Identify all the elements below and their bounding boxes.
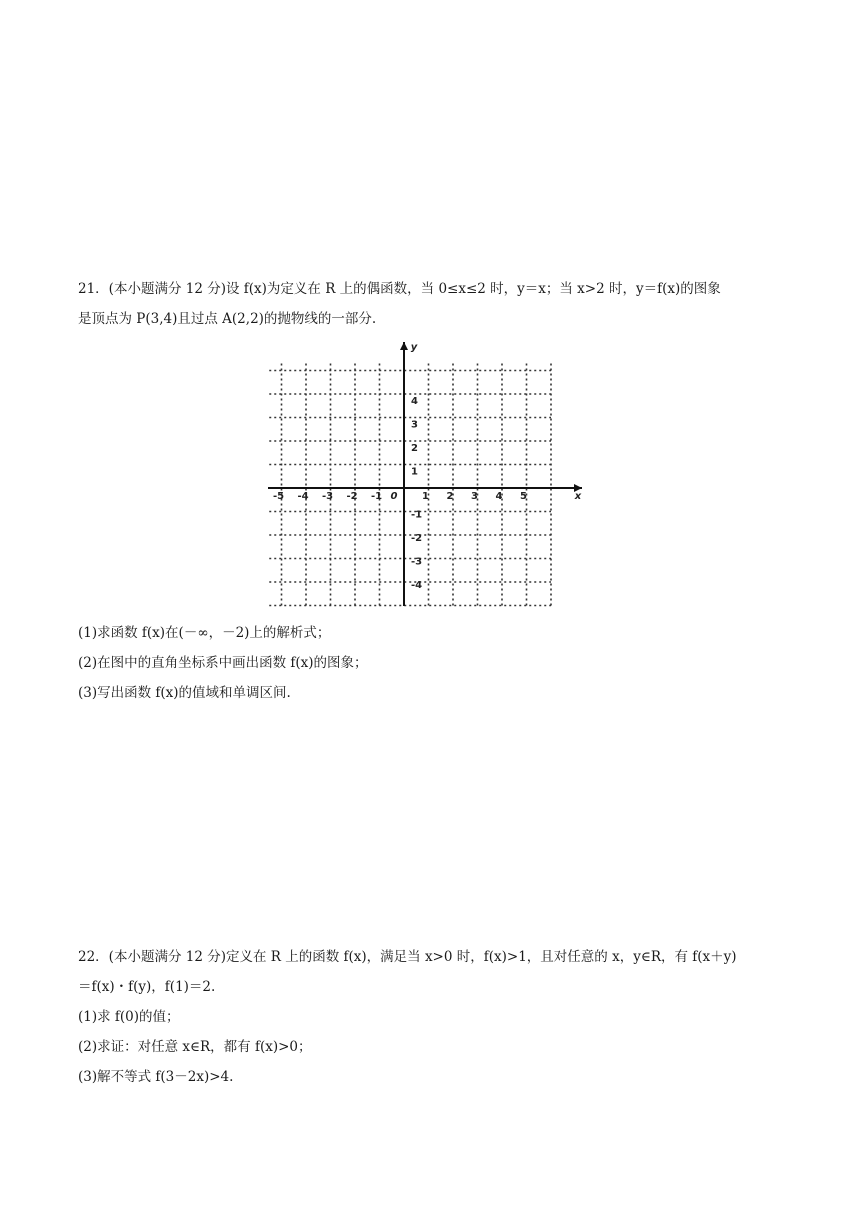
axes: [268, 342, 582, 606]
x-tick-label: -2: [346, 491, 358, 502]
q22-part-1: (1)求 f(0)的值；: [78, 1009, 180, 1025]
y-tick-label: 3: [411, 419, 418, 431]
x-axis-label: x: [574, 491, 582, 502]
x-tick-label: 3: [471, 491, 478, 502]
y-tick-label: -1: [411, 509, 423, 521]
q21-stem-line2: 是顶点为 P(3,4)且过点 A(2,2)的抛物线的一部分.: [78, 311, 377, 327]
q22-part-2: (2)求证：对任意 x∈R，都有 f(x)>0；: [78, 1039, 312, 1055]
y-tick-label: -3: [411, 556, 423, 568]
q22-part-3: (3)解不等式 f(3－2x)>4.: [78, 1069, 234, 1085]
x-tick-label: -1: [370, 491, 383, 502]
y-axis-arrow: [400, 342, 408, 350]
q21-part-1: (1)求函数 f(x)在(－∞，－2)上的解析式；: [78, 625, 331, 641]
coordinate-grid: [268, 338, 588, 610]
x-tick-label: 5: [520, 491, 527, 502]
q21-part-3: (3)写出函数 f(x)的值域和单调区间.: [78, 685, 291, 701]
q21-stem-line1: 21．(本小题满分 12 分)设 f(x)为定义在 R 上的偶函数，当 0≤x≤2 时，y＝x；当 x>2 时，y＝f(x)的图象: [78, 281, 721, 297]
y-tick-label: -2: [411, 533, 423, 544]
y-tick-label: 1: [411, 466, 418, 478]
q22-stem-line1: 22．(本小题满分 12 分)定义在 R 上的函数 f(x)，满足当 x>0 时，f(x)>1，且对任意的 x，y∈R，有 f(x＋y): [78, 949, 737, 965]
q22-stem-line2: ＝f(x)・f(y)，f(1)＝2.: [78, 979, 216, 995]
x-tick-label: 1: [422, 491, 429, 502]
x-tick-label: 2: [446, 491, 454, 502]
y-tick-label: -4: [411, 580, 423, 591]
y-axis-label: y: [410, 342, 418, 353]
x-tick-label: -5: [272, 491, 285, 502]
y-tick-label: 2: [411, 443, 418, 454]
tick-labels: [273, 342, 582, 591]
x-tick-label: -3: [321, 491, 334, 502]
x-tick-label: 4: [495, 491, 503, 502]
q21-part-2: (2)在图中的直角坐标系中画出函数 f(x)的图象；: [78, 655, 368, 671]
origin-label: 0: [390, 491, 398, 502]
x-tick-label: -4: [297, 491, 309, 502]
y-tick-label: 4: [411, 396, 418, 407]
